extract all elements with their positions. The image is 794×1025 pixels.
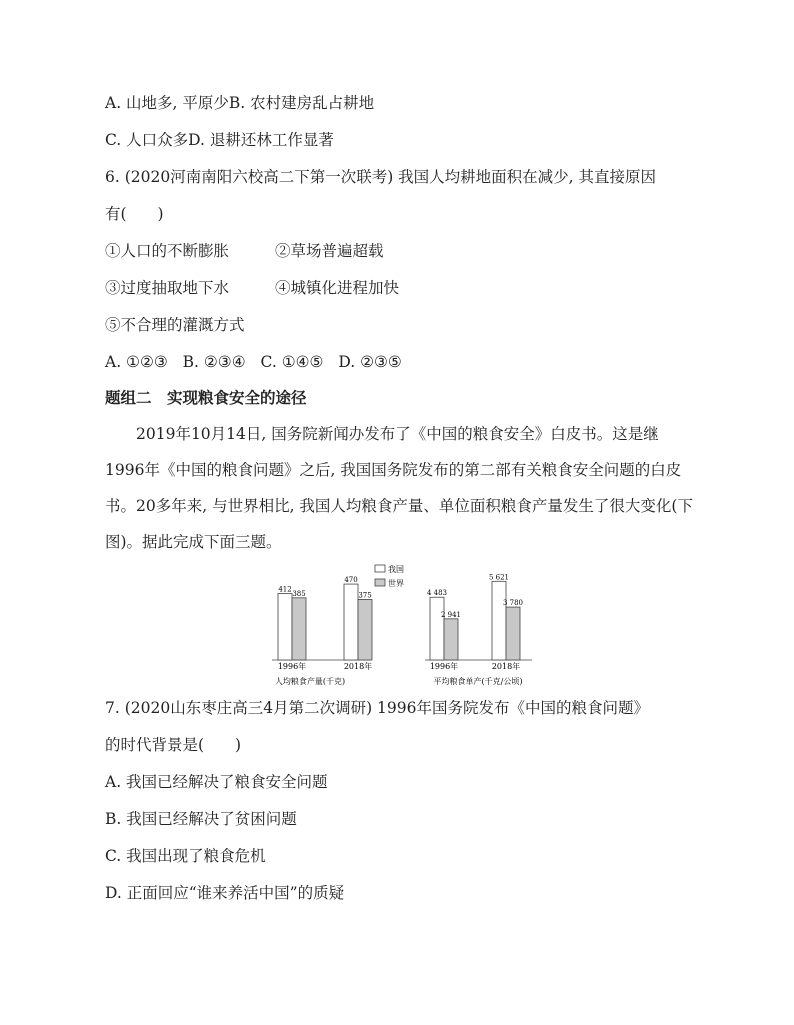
chart2-value-label-china-2: 5 621 xyxy=(488,573,510,582)
chart2-bar-world-2 xyxy=(506,607,520,660)
chart2-value-label-world-2: 3 780 xyxy=(502,599,524,608)
chart1-value-label-world-1: 385 xyxy=(292,589,306,598)
q6-item-5: ⑤不合理的灌溉方式 xyxy=(105,316,245,334)
legend-china-label: 我国 xyxy=(388,565,404,574)
q7-option-d: D. 正面回应“谁来养活中国”的质疑 xyxy=(105,884,345,902)
chart1-category-label-2: 2018年 xyxy=(343,662,373,671)
q6-item-2: ②草场普遍超载 xyxy=(275,242,384,260)
chart2-bar-world-1 xyxy=(444,619,458,660)
chart1-bar-world-2 xyxy=(358,599,372,660)
grain-charts xyxy=(260,560,550,688)
legend-china-swatch xyxy=(375,565,385,572)
legend-world-swatch xyxy=(375,579,385,586)
q7-stem-line1: 7. (2020山东枣庄高三4月第二次调研) 1996年国务院发布《中国的粮食问题》 xyxy=(105,699,649,717)
q7-option-b: B. 我国已经解决了贫困问题 xyxy=(105,810,297,828)
chart2-title: 平均粮食单产(千克/公顷) xyxy=(433,677,523,686)
chart2-bar-china-1 xyxy=(430,597,444,660)
q6-item-3: ③过度抽取地下水 xyxy=(105,279,230,297)
chart2-category-label-1: 1996年 xyxy=(429,662,459,671)
q6-stem-line2: 有( ) xyxy=(105,205,164,223)
q6-stem-line1: 6. (2020河南南阳六校高二下第一次联考) 我国人均耕地面积在减少, 其直接原因 xyxy=(105,168,657,186)
q6-choice-c: C. ①④⑤ xyxy=(260,353,324,371)
chart2-value-label-world-1: 2 941 xyxy=(440,610,462,619)
q7-option-c: C. 我国出现了粮食危机 xyxy=(105,847,266,865)
q6-item-1: ①人口的不断膨胀 xyxy=(105,242,230,260)
chart2-category-label-2: 2018年 xyxy=(491,662,521,671)
q6-items-row2 xyxy=(105,278,399,298)
q7-stem-line2: 的时代背景是( ) xyxy=(105,736,242,754)
passage: 2019年10月14日, 国务院新闻办发布了《中国的粮食安全》白皮书。这是继1996年《中国的粮食问题》之后, 我国国务院发布的第二部有关粮食安全问题的白皮书。20多年来, 与世界相比, 我国人均粮食产量、单位面积粮食产量发生了很大变化(下图)。据此完成下面三题。 xyxy=(105,425,693,551)
q6-item-4: ④城镇化进程加快 xyxy=(275,279,400,297)
q6-items-row1 xyxy=(105,241,384,261)
q6-choices xyxy=(105,352,412,372)
chart2-bar-china-2 xyxy=(492,581,506,660)
chart1-bar-china-2 xyxy=(344,584,358,660)
chart1-bar-china-1 xyxy=(278,593,292,660)
q6-choice-a: A. ①②③ xyxy=(105,353,168,371)
chart1-bar-world-1 xyxy=(292,598,306,660)
q7-option-a: A. 我国已经解决了粮食安全问题 xyxy=(105,773,328,791)
legend-world-label: 世界 xyxy=(388,579,404,588)
chart1-value-label-world-2: 375 xyxy=(358,591,372,600)
q6-choice-b: B. ②③④ xyxy=(182,353,246,371)
q6-choice-d: D. ②③⑤ xyxy=(338,353,402,371)
chart2-value-label-china-1: 4 483 xyxy=(426,589,448,598)
q5-options-cd: C. 人口众多D. 退耕还林工作显著 xyxy=(105,131,334,149)
chart1-value-label-china-2: 470 xyxy=(344,576,358,585)
chart1-value-label-china-1: 412 xyxy=(278,585,292,594)
chart1-title: 人均粮食产量(千克) xyxy=(274,677,346,686)
q5-options-ab: A. 山地多, 平原少B. 农村建房乱占耕地 xyxy=(105,94,375,112)
chart1-category-label-1: 1996年 xyxy=(277,662,307,671)
group2-heading: 题组二 实现粮食安全的途径 xyxy=(105,389,307,407)
